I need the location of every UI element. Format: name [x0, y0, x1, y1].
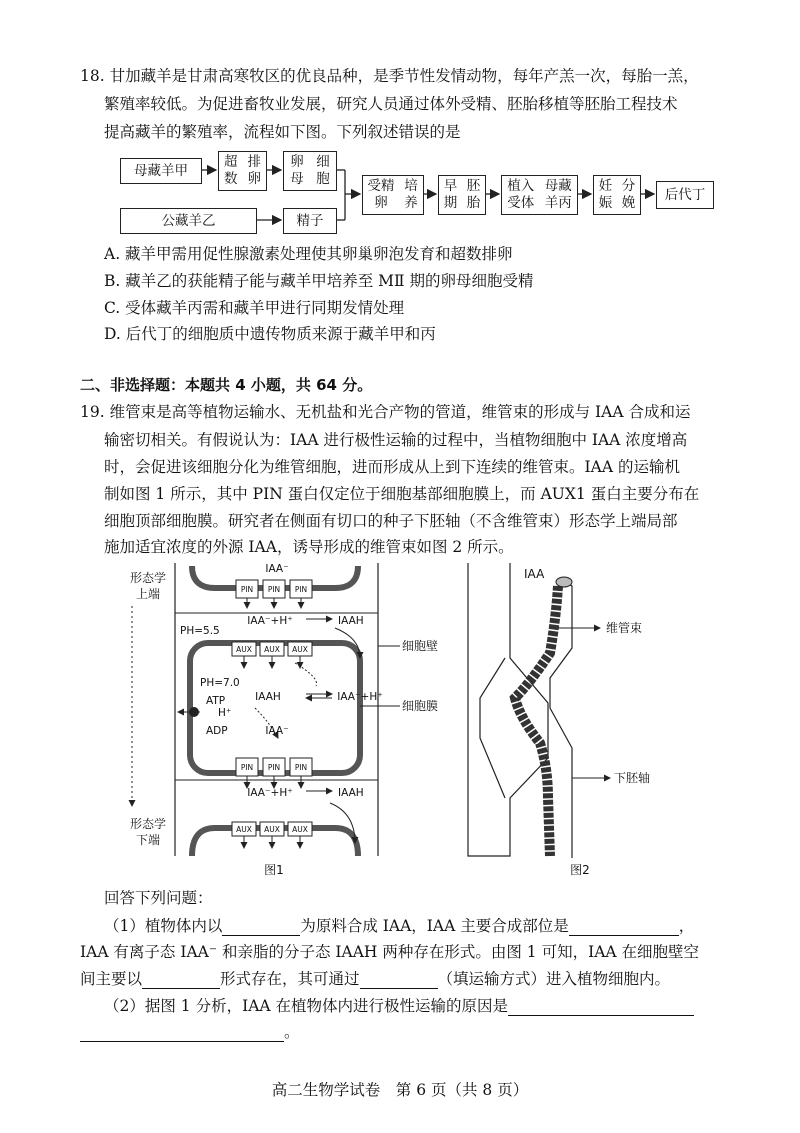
- q19-sub1-line2: IAA 有离子态 IAA⁻ 和亲脂的分子态 IAAH 两种存在形式。由图 1 可知，IAA 在细胞壁空: [80, 943, 700, 961]
- answer-blank-5[interactable]: [508, 999, 694, 1016]
- svg-text:下端: 下端: [136, 833, 161, 847]
- svg-text:IAA⁻+H⁺: IAA⁻+H⁺: [247, 787, 293, 799]
- svg-text:AUX: AUX: [264, 645, 280, 654]
- q18-line-2: 繁殖率较低。为促进畜牧业发展，研究人员通过体外受精、胚胎移植等胚胎工程技术: [104, 95, 678, 113]
- answer-blank-4[interactable]: [360, 972, 438, 989]
- svg-text:AUX: AUX: [292, 825, 308, 834]
- svg-text:PIN: PIN: [294, 585, 308, 594]
- section-heading: 二、非选择题：本题共 4 小题，共 64 分。: [80, 376, 373, 394]
- svg-text:形态学: 形态学: [130, 571, 167, 585]
- q19-line-5: 细胞顶部细胞膜。研究者在侧面有切口的种子下胚轴（不含维管束）形态学上端局部: [104, 512, 678, 530]
- svg-text:PH=5.5: PH=5.5: [180, 625, 220, 637]
- q18-line-1: 18. 甘加藏羊是甘肃高寒牧区的优良品种，是季节性发情动物，每年产羔一次，每胎一羔，: [80, 67, 699, 85]
- answer-blank-3[interactable]: [142, 972, 220, 989]
- svg-text:H⁺: H⁺: [218, 707, 232, 719]
- svg-text:PIN: PIN: [267, 585, 281, 594]
- q19-line-2: 输密切相关。有假说认为：IAA 进行极性运输的过程中，当植物细胞中 IAA 浓度增高: [104, 431, 688, 449]
- answer-blank-1[interactable]: [222, 919, 300, 936]
- svg-text:IAAH: IAAH: [338, 615, 364, 627]
- flow-sperm: 精子: [283, 208, 337, 234]
- flow-offspring: 后代丁: [656, 181, 714, 209]
- answer-blank-6[interactable]: [80, 1025, 284, 1042]
- svg-text:PIN: PIN: [267, 763, 281, 772]
- svg-text:上端: 上端: [136, 587, 161, 601]
- q18-option-c: C. 受体藏羊丙需和藏羊甲进行同期发情处理: [104, 299, 405, 317]
- q18-option-d: D. 后代丁的细胞质中遗传物质来源于藏羊甲和丙: [104, 325, 436, 343]
- q18-line-3: 提高藏羊的繁殖率，流程如下图。下列叙述错误的是: [104, 123, 461, 141]
- svg-text:IAAH: IAAH: [338, 787, 364, 799]
- flow-male-sheep: 公藏羊乙: [120, 208, 257, 234]
- svg-text:细胞膜: 细胞膜: [402, 699, 439, 713]
- svg-text:IAA: IAA: [524, 567, 545, 581]
- svg-text:下胚轴: 下胚轴: [614, 771, 651, 785]
- svg-text:IAAH: IAAH: [255, 691, 281, 703]
- flow-transfer: 植入受体 母藏羊丙: [501, 175, 578, 215]
- svg-text:AUX: AUX: [236, 825, 252, 834]
- svg-text:IAA⁻+H⁺: IAA⁻+H⁺: [337, 691, 383, 703]
- q19-sub2-line1: （2）据图 1 分析，IAA 在植物体内进行极性运输的原因是: [104, 996, 694, 1016]
- svg-text:AUX: AUX: [264, 825, 280, 834]
- svg-text:AUX: AUX: [292, 645, 308, 654]
- q19-sub1-line3: 间主要以 形式存在，其可通过 （填运输方式）进入植物细胞内。: [80, 970, 671, 988]
- svg-text:图1: 图1: [264, 863, 284, 877]
- svg-text:形态学: 形态学: [130, 817, 167, 831]
- flow-pregnancy: 妊娠 分娩: [593, 175, 641, 215]
- svg-text:ADP: ADP: [206, 725, 228, 737]
- answer-intro: 回答下列问题：: [104, 889, 213, 907]
- flow-oocyte: 卵母 细胞: [283, 151, 337, 191]
- svg-text:PIN: PIN: [294, 763, 308, 772]
- svg-text:IAA⁻: IAA⁻: [265, 563, 289, 575]
- flow-early-embryo: 早期 胚胎: [438, 175, 486, 215]
- svg-text:图2: 图2: [570, 863, 590, 877]
- svg-text:细胞壁: 细胞壁: [402, 639, 439, 653]
- svg-text:ATP: ATP: [206, 695, 226, 707]
- svg-text:PH=7.0: PH=7.0: [200, 677, 240, 689]
- svg-text:维管束: 维管束: [606, 621, 643, 635]
- flow-zygote-culture: 受精卵 培养: [362, 175, 424, 215]
- q18-option-a: A. 藏羊甲需用促性腺激素处理使其卵巢卵泡发育和超数排卵: [104, 245, 513, 263]
- svg-text:AUX: AUX: [236, 645, 252, 654]
- flow-female-sheep: 母藏羊甲: [120, 158, 202, 184]
- svg-text:IAA⁻+H⁺: IAA⁻+H⁺: [247, 615, 293, 627]
- svg-text:IAA⁻: IAA⁻: [265, 725, 289, 737]
- q19-line-4: 制如图 1 所示，其中 PIN 蛋白仅定位于细胞基部细胞膜上，而 AUX1 蛋白主要分布在: [104, 485, 700, 503]
- figure-1: [120, 558, 460, 878]
- flow-superovulation: 超数 排卵: [218, 151, 267, 191]
- q19-sub2-line2: 。: [80, 1022, 300, 1042]
- q18-option-b: B. 藏羊乙的获能精子能与藏羊甲培养至 MⅡ 期的卵母细胞受精: [104, 272, 534, 290]
- q19-line-1: 19. 维管束是高等植物运输水、无机盐和光合产物的管道，维管束的形成与 IAA 合成和运: [80, 403, 691, 421]
- figure-2: [460, 558, 720, 878]
- answer-blank-2[interactable]: [569, 919, 679, 936]
- q19-line-3: 时，会促进该细胞分化为维管细胞，进而形成从上到下连续的维管束。IAA 的运输机: [104, 458, 680, 476]
- q19-sub1-line1: （1）植物体内以 为原料合成 IAA，IAA 主要合成部位是 ，: [104, 917, 695, 935]
- q19-line-6: 施加适宜浓度的外源 IAA，诱导形成的维管束如图 2 所示。: [104, 538, 514, 556]
- page-footer: 高二生物学试卷 第 6 页（共 8 页）: [271, 1081, 529, 1099]
- svg-text:PIN: PIN: [240, 763, 254, 772]
- svg-text:PIN: PIN: [240, 585, 254, 594]
